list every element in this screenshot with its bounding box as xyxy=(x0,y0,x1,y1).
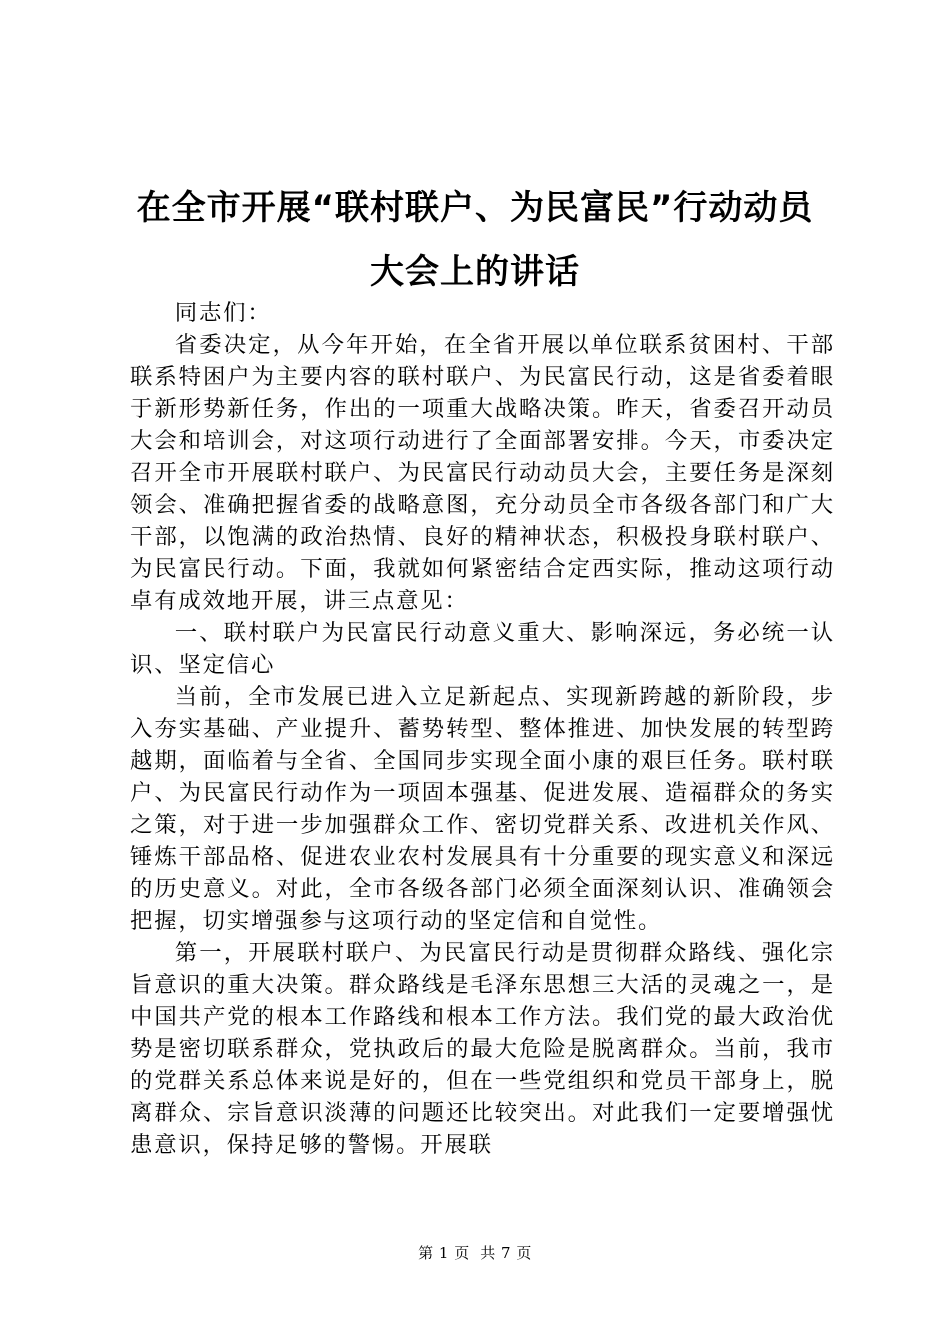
body-paragraph: 当前，全市发展已进入立足新起点、实现新跨越的新阶段，步入夯实基础、产业提升、蓄势转型、整体推进、加快发展的转型跨越期，面临着与全省、全国同步实现全面小康的艰巨任务。联村联户、为民富民行动作为一项固本强基、促进发展、造福群众的务实之策，对于进一步加强群众工作、密切党群关系、改进机关作风、锤炼干部品格、促进农业农村发展具有十分重要的现实意义和深远的历史意义。对此，全市各级各部门必须全面深刻认识、准确领会把握，切实增强参与这项行动的坚定信和自觉性。 xyxy=(130,684,835,934)
body-paragraph: 省委决定，从今年开始，在全省开展以单位联系贫困村、干部联系特困户为主要内容的联村联户、为民富民行动，这是省委着眼于新形势新任务，作出的一项重大战略决策。昨天，省委召开动员大会和培训会，对这项行动进行了全面部署安排。今天，市委决定召开全市开展联村联户、为民富民行动动员大会，主要任务是深刻领会、准确把握省委的战略意图，充分动员全市各级各部门和广大干部，以饱满的政治热情、良好的精神状态，积极投身联村联户、为民富民行动。下面，我就如何紧密结合定西实际，推动这项行动卓有成效地开展，讲三点意见： xyxy=(130,332,835,614)
salutation-paragraph: 同志们： xyxy=(174,300,272,326)
document-body xyxy=(130,297,835,1161)
document-title-line-2: 大会上的讲话 xyxy=(370,252,580,292)
document-title-line-1: 在全市开展“联村联户、为民富民”行动动员 xyxy=(136,188,814,228)
section-heading: 一、联村联户为民富民行动意义重大、影响深远，务必统一认识、坚定信心 xyxy=(130,620,835,678)
page-number-footer: 第 1 页 共 7 页 xyxy=(418,1244,532,1262)
body-paragraph: 第一，开展联村联户、为民富民行动是贯彻群众路线、强化宗旨意识的重大决策。群众路线是毛泽东思想三大活的灵魂之一，是中国共产党的根本工作路线和根本工作方法。我们党的最大政治优势是密切联系群众，党执政后的最大危险是脱离群众。当前，我市的党群关系总体来说是好的，但在一些党组织和党员干部身上，脱离群众、宗旨意识淡薄的问题还比较突出。对此我们一定要增强忧患意识，保持足够的警惕。开展联 xyxy=(130,940,835,1158)
